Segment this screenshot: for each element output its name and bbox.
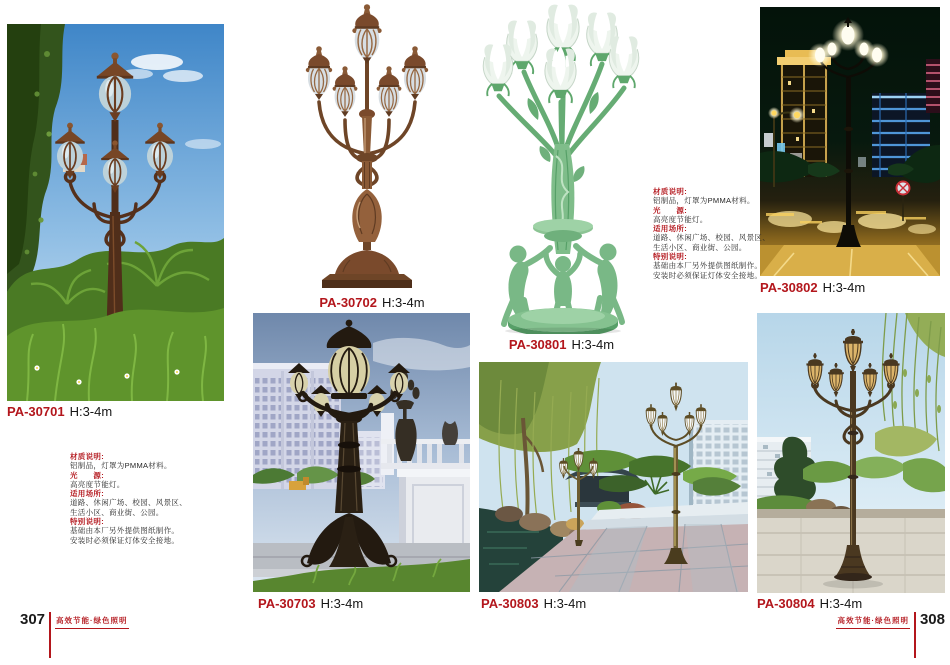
spec-special-text2: 安装时必须保证灯体安全接地。 (653, 270, 763, 280)
spec-special-text2: 安装时必须保证灯体安全接地。 (70, 535, 180, 545)
spec-place-text2: 生活小区、商业街、公园。 (70, 507, 164, 517)
product-code: PA-30703 (258, 596, 316, 611)
product-figure-pa-30701 (7, 24, 224, 401)
spec-material-label: 材质说明: (653, 187, 687, 196)
footer-divider-right (914, 612, 916, 658)
product-label-pa-30802 (760, 280, 865, 295)
product-label-pa-30804 (757, 596, 862, 611)
spec-material-text: 铝制品，灯罩为PMMA材料。 (70, 461, 172, 471)
product-height: H:3-4m (69, 404, 113, 419)
spec-place-text1: 道路、休闲广场、校园、风景区、 (70, 498, 187, 508)
product-figure-pa-30802 (760, 7, 940, 276)
spec-light-text: 高亮度节能灯。 (70, 479, 125, 489)
page-number-right: 308 (919, 611, 945, 628)
product-figure-pa-30803 (479, 362, 748, 592)
product-code: PA-30701 (7, 404, 65, 419)
product-code: PA-30702 (319, 295, 377, 310)
product-label-pa-30801 (478, 337, 645, 352)
candelabra-lamp (306, 4, 428, 288)
spec-block-middle (653, 187, 770, 280)
product-photo-pa-30803 (479, 362, 748, 592)
product-code: PA-30802 (760, 280, 818, 295)
product-label-pa-30703 (258, 596, 363, 611)
spec-light-label: 光 源: (70, 470, 104, 480)
roadway (760, 245, 940, 276)
footer-slogan-left: 高效节能·绿色照明 (55, 612, 129, 629)
product-height: H:3-4m (543, 596, 587, 611)
product-height: H:3-4m (571, 337, 615, 352)
product-label-pa-30803 (481, 596, 586, 611)
spec-light-text: 高亮度节能灯。 (653, 214, 708, 224)
footer-left (20, 612, 129, 658)
product-photo-pa-30801 (478, 2, 645, 334)
spec-special-text1: 基础由本厂另外提供图纸制作。 (70, 526, 180, 536)
spec-place-label: 适用场所: (653, 224, 687, 234)
footer-divider-left (49, 612, 51, 658)
product-height: H:3-4m (320, 596, 364, 611)
product-label-pa-30702 (272, 295, 472, 310)
product-height: H:3-4m (381, 295, 425, 310)
product-label-pa-30701 (7, 404, 112, 419)
product-photo-pa-30703 (253, 313, 470, 592)
product-figure-pa-30703 (253, 313, 470, 592)
product-photo-pa-30804 (757, 313, 945, 593)
product-height: H:3-4m (822, 280, 866, 295)
pink-tower (926, 59, 940, 113)
footer-slogan-right: 高效节能·绿色照明 (836, 612, 910, 629)
product-code: PA-30803 (481, 596, 539, 611)
spec-material-text: 铝制品，灯罩为PMMA材料。 (653, 196, 755, 206)
product-figure-pa-30801 (478, 2, 645, 334)
product-figure-pa-30702 (272, 4, 462, 292)
spec-special-label: 特别说明: (653, 252, 687, 262)
page-number-left: 307 (20, 611, 46, 628)
spec-material-label: 材质说明: (70, 452, 104, 461)
product-code: PA-30804 (757, 596, 815, 611)
ground (253, 543, 470, 592)
product-height: H:3-4m (819, 596, 863, 611)
spec-place-text1: 道路、休闲广场、校园、风景区、 (653, 233, 770, 243)
spec-light-label: 光 源: (653, 205, 687, 215)
product-figure-pa-30804 (757, 313, 945, 593)
spec-block-left (70, 452, 187, 545)
spec-special-text1: 基础由本厂另外提供图纸制作。 (653, 261, 763, 271)
product-photo-pa-30802 (760, 7, 940, 276)
product-code: PA-30801 (508, 337, 567, 352)
product-photo-pa-30702 (272, 4, 462, 292)
spec-place-label: 适用场所: (70, 489, 104, 499)
footer-right (836, 612, 945, 658)
spec-special-label: 特别说明: (70, 517, 104, 527)
spec-place-text2: 生活小区、商业街、公园。 (653, 242, 747, 252)
product-photo-pa-30701 (7, 24, 224, 401)
flower-sculpture-lamp (483, 2, 639, 334)
